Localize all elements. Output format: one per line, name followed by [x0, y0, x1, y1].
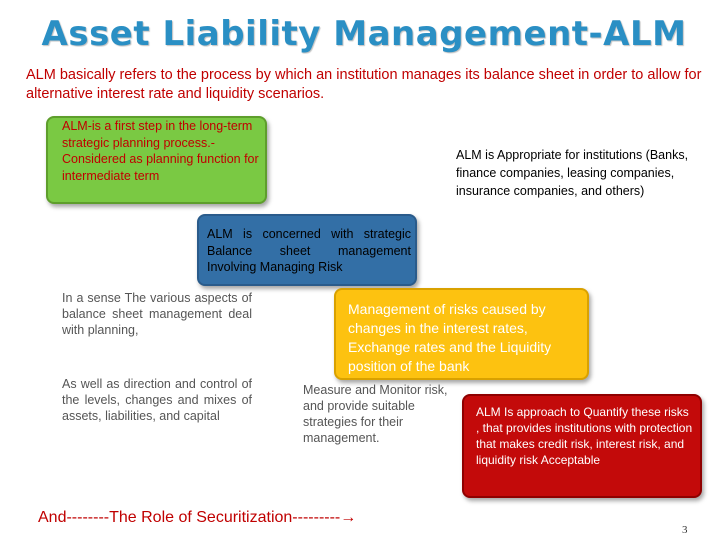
green-box-text: ALM-is a first step in the long-term strategic planning process.-Considered as planning function for intermediate term [62, 119, 259, 183]
footer-text [38, 508, 356, 528]
appropriate-text: ALM is Appropriate for institutions (Banks, finance companies, leasing companies, insurance companies, and others) [456, 148, 689, 198]
yellow-box [334, 288, 589, 380]
arrow-right-icon: → [340, 509, 357, 526]
red-box-text: ALM Is approach to Quantify these risks , that provides institutions with protection that makes credit risk, interest risk, and liquidity risk Acceptable [476, 405, 693, 467]
direction-control-text: As well as direction and control of the levels, changes and mixes of assets, liabilities, and capital [62, 377, 252, 423]
green-box [46, 116, 267, 204]
yellow-box-text: Management of risks caused by changes in the interest rates, Exchange rates and the Liquidity position of the bank [348, 301, 552, 374]
measure-text: Measure and Monitor risk, and provide suitable strategies for their management. [303, 383, 448, 445]
sense-text: In a sense The various aspects of balance sheet management deal with planning, [62, 291, 252, 337]
blue-box [197, 214, 417, 286]
page-number: 3 [682, 524, 688, 536]
blue-box-text: ALM is concerned with strategic Balance sheet management Involving Managing Risk [207, 227, 411, 274]
slide-title: Asset Liability Management-ALM [41, 14, 687, 54]
red-box [462, 394, 702, 498]
footer-label: And--------The Role of Securitization--------- [38, 509, 341, 526]
intro-text: ALM basically refers to the process by which an institution manages its balance sheet in order to allow for alternative interest rate and liquidity scenarios. [26, 67, 702, 102]
